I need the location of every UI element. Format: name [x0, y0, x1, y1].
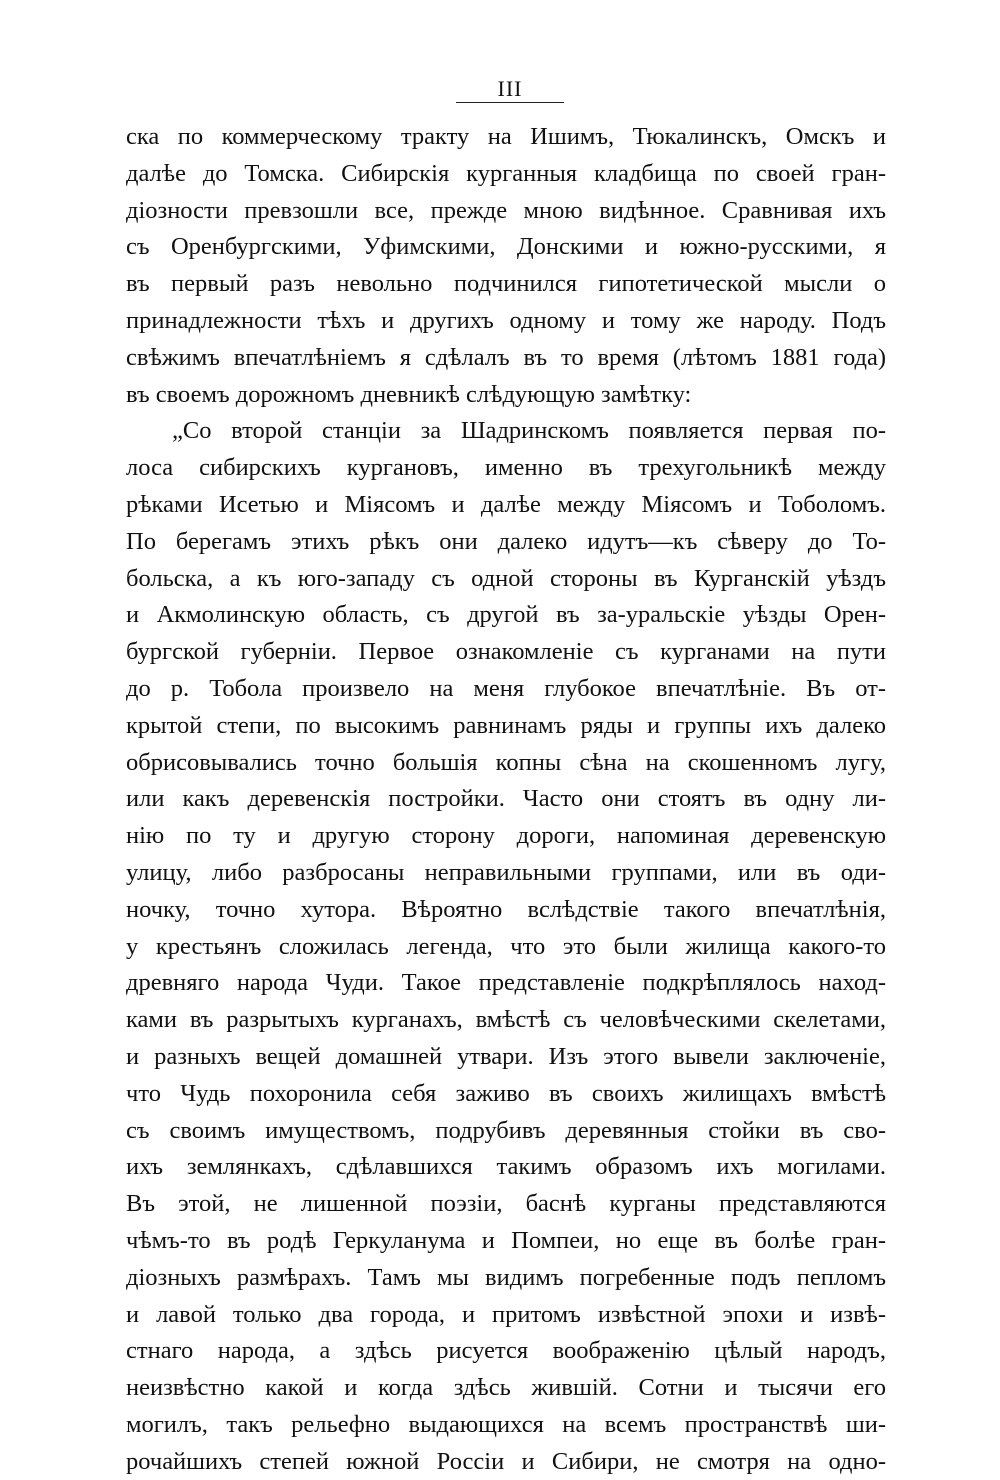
- text-line: ночку, точно хутора. Вѣроятно вслѣдствіе такого впечатлѣнія,: [126, 895, 886, 923]
- page-header: [455, 78, 565, 103]
- text-line: діозности превзошли все, прежде мною видѣнное. Сравнивая ихъ: [126, 196, 886, 224]
- text-line: ихъ землянкахъ, сдѣлавшихся такимъ образомъ ихъ могилами.: [126, 1153, 886, 1181]
- text-line: до р. Тобола произвело на меня глубокое впечатлѣніе. Въ от-: [126, 674, 886, 702]
- text-line: въ своемъ дорожномъ дневникѣ слѣдующую замѣтку:: [126, 380, 692, 408]
- text-line: рѣками Исетью и Міясомъ и далѣе между Міясомъ и Тоболомъ.: [126, 490, 886, 518]
- page-number: III: [497, 76, 523, 101]
- body-text: [126, 119, 886, 1480]
- text-line: стнаго народа, а здѣсь рисуется воображенію цѣлый народъ,: [126, 1337, 886, 1365]
- text-line: Въ этой, не лишенной поэзіи, баснѣ курганы представляются: [126, 1190, 886, 1218]
- text-line: улицу, либо разбросаны неправильными группами, или въ оди-: [126, 858, 886, 886]
- text-line: бургской губерніи. Первое ознакомленіе съ курганами на пути: [126, 638, 886, 666]
- text-line: неизвѣстно какой и когда здѣсь жившій. Сотни и тысячи его: [126, 1374, 886, 1402]
- text-line: ками въ разрытыхъ курганахъ, вмѣстѣ съ человѣческими скелетами,: [126, 1006, 886, 1034]
- text-line: или какъ деревенскія постройки. Часто они стоятъ въ одну ли-: [126, 785, 886, 813]
- text-line: „Со второй станціи за Шадринскомъ появляется первая по-: [172, 417, 886, 445]
- text-line: принадлежности тѣхъ и другихъ одному и тому же народу. Подъ: [126, 306, 886, 334]
- text-line: и разныхъ вещей домашней утвари. Изъ этого вывели заключеніе,: [126, 1042, 886, 1070]
- text-line: у крестьянъ сложилась легенда, что это были жилища какого-то: [126, 932, 886, 960]
- text-line: и лавой только два города, и притомъ извѣстной эпохи и извѣ-: [126, 1300, 886, 1328]
- text-line: обрисовывались точно большія копны сѣна на скошенномъ лугу,: [126, 748, 886, 776]
- text-line: съ Оренбургскими, Уфимскими, Донскими и южно-русскими, я: [126, 233, 886, 261]
- text-line: что Чудь похоронила себя заживо въ своихъ жилищахъ вмѣстѣ: [126, 1079, 886, 1107]
- text-line: нію по ту и другую сторону дороги, напоминая деревенскую: [126, 822, 886, 850]
- text-line: По берегамъ этихъ рѣкъ они далеко идутъ—къ сѣверу до То-: [126, 527, 886, 555]
- text-line: могилъ, такъ рельефно выдающихся на всемъ пространствѣ ши-: [126, 1410, 886, 1438]
- text-line: ска по коммерческому тракту на Ишимъ, Тюкалинскъ, Омскъ и: [126, 123, 886, 150]
- header-rule: [456, 102, 564, 103]
- text-line: и Акмолинскую область, съ другой въ за-уральскіе уѣзды Орен-: [126, 601, 886, 629]
- text-line: лоса сибирскихъ кургановъ, именно въ трехугольникѣ между: [126, 454, 886, 482]
- text-line: крытой степи, по высокимъ равнинамъ ряды и группы ихъ далеко: [126, 711, 886, 739]
- text-line: далѣе до Томска. Сибирскія курганныя кладбища по своей гран-: [126, 159, 886, 187]
- text-line: чѣмъ-то въ родѣ Геркуланума и Помпеи, но еще въ болѣе гран-: [126, 1226, 886, 1254]
- text-line: діозныхъ размѣрахъ. Тамъ мы видимъ погребенные подъ пепломъ: [126, 1263, 886, 1291]
- text-line: въ первый разъ невольно подчинился гипотетической мысли о: [126, 270, 886, 298]
- text-line: свѣжимъ впечатлѣніемъ я сдѣлалъ въ то время (лѣтомъ 1881 года): [126, 343, 886, 371]
- text-line: древняго народа Чуди. Такое представленіе подкрѣплялось наход-: [126, 969, 886, 997]
- text-line: больска, а къ юго-западу съ одной стороны въ Курганскій уѣздъ: [126, 564, 886, 592]
- text-line: съ своимъ имуществомъ, подрубивъ деревянныя стойки въ сво-: [126, 1116, 886, 1144]
- text-line: рочайшихъ степей южной Россіи и Сибири, не смотря на одно-: [126, 1447, 886, 1475]
